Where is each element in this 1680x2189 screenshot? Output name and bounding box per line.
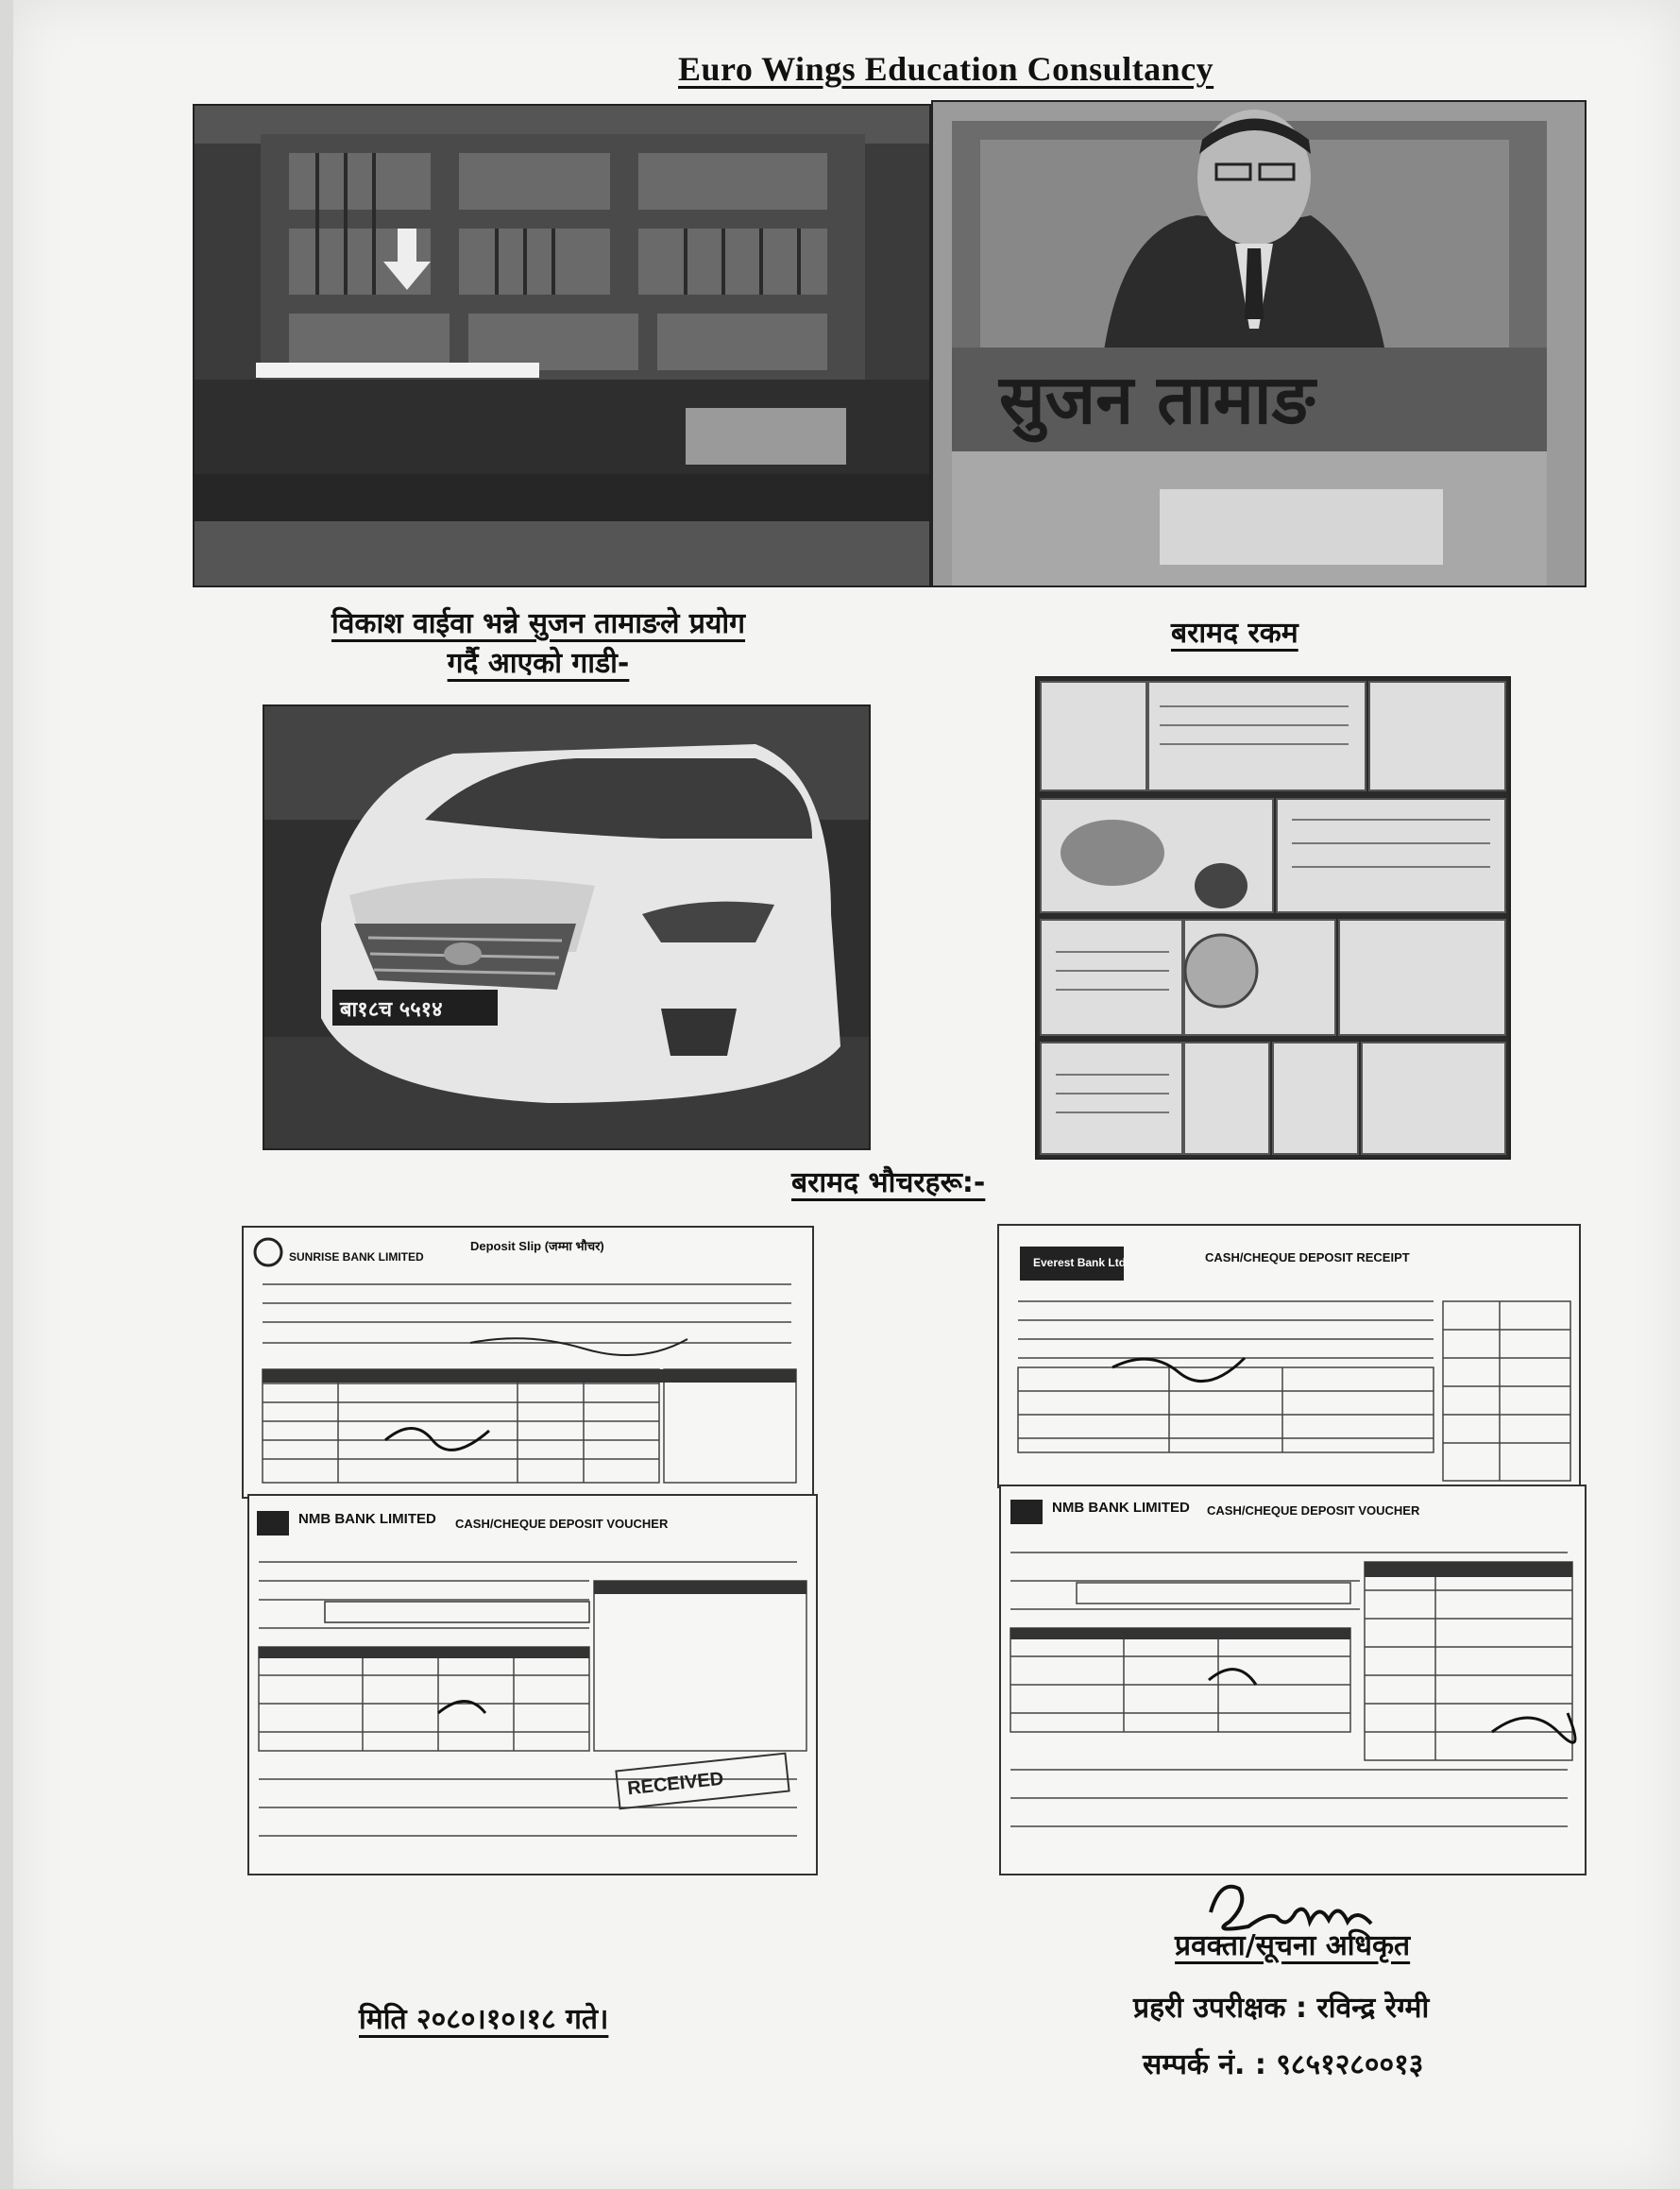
car-caption — [255, 604, 822, 684]
recovered-cash-photo — [1035, 676, 1511, 1160]
voucher3-title: CASH/CHEQUE DEPOSIT RECEIPT — [1205, 1250, 1410, 1264]
voucher2-title: CASH/CHEQUE DEPOSIT VOUCHER — [455, 1517, 669, 1531]
contact-number: सम्पर्क नं. : ९८५१२८००१३ — [1143, 2048, 1424, 2081]
banner-text: सुजन तामाङ — [999, 360, 1315, 439]
spokesperson-role: प्रवक्ता/सूचना अधिकृत — [1175, 1929, 1411, 1962]
voucher3-bank-name: Everest Bank Ltd. — [1033, 1256, 1129, 1269]
voucher4-title: CASH/CHEQUE DEPOSIT VOUCHER — [1207, 1503, 1420, 1518]
voucher4-bank-name: NMB BANK LIMITED — [1052, 1500, 1190, 1516]
license-plate: बा१८च ५५१४ — [340, 998, 443, 1022]
officer-name: प्रहरी उपरीक्षक : रविन्द्र रेग्मी — [1133, 1992, 1430, 2025]
voucher1-title: Deposit Slip (जम्मा भौचर) — [470, 1239, 604, 1253]
page-title: Euro Wings Education Consultancy — [678, 50, 1214, 88]
received-stamp: RECEIVED — [626, 1768, 725, 1800]
voucher-nmb-deposit-2 — [999, 1485, 1587, 1875]
date-line: मिति २०८०।१०।१८ गते। — [359, 2003, 609, 2036]
car-caption-line1: विकाश वाईवा भन्ने सुजन तामाङले प्रयोग — [331, 607, 746, 640]
voucher2-bank-name: NMB BANK LIMITED — [298, 1511, 436, 1527]
voucher1-bank-name: SUNRISE BANK LIMITED — [289, 1250, 424, 1264]
car-photo — [263, 704, 871, 1150]
voucher-everest-deposit-receipt — [997, 1224, 1581, 1488]
vouchers-caption: बरामद भौचरहरू:- — [791, 1166, 986, 1199]
money-caption: बरामद रकम — [1171, 617, 1298, 650]
voucher-nmb-deposit-1 — [247, 1494, 818, 1875]
car-caption-line2: गर्दै आएको गाडी- — [447, 647, 630, 680]
building-photo — [193, 104, 931, 587]
suspect-photo — [931, 100, 1587, 587]
voucher-sunrise-deposit-slip — [242, 1226, 814, 1499]
